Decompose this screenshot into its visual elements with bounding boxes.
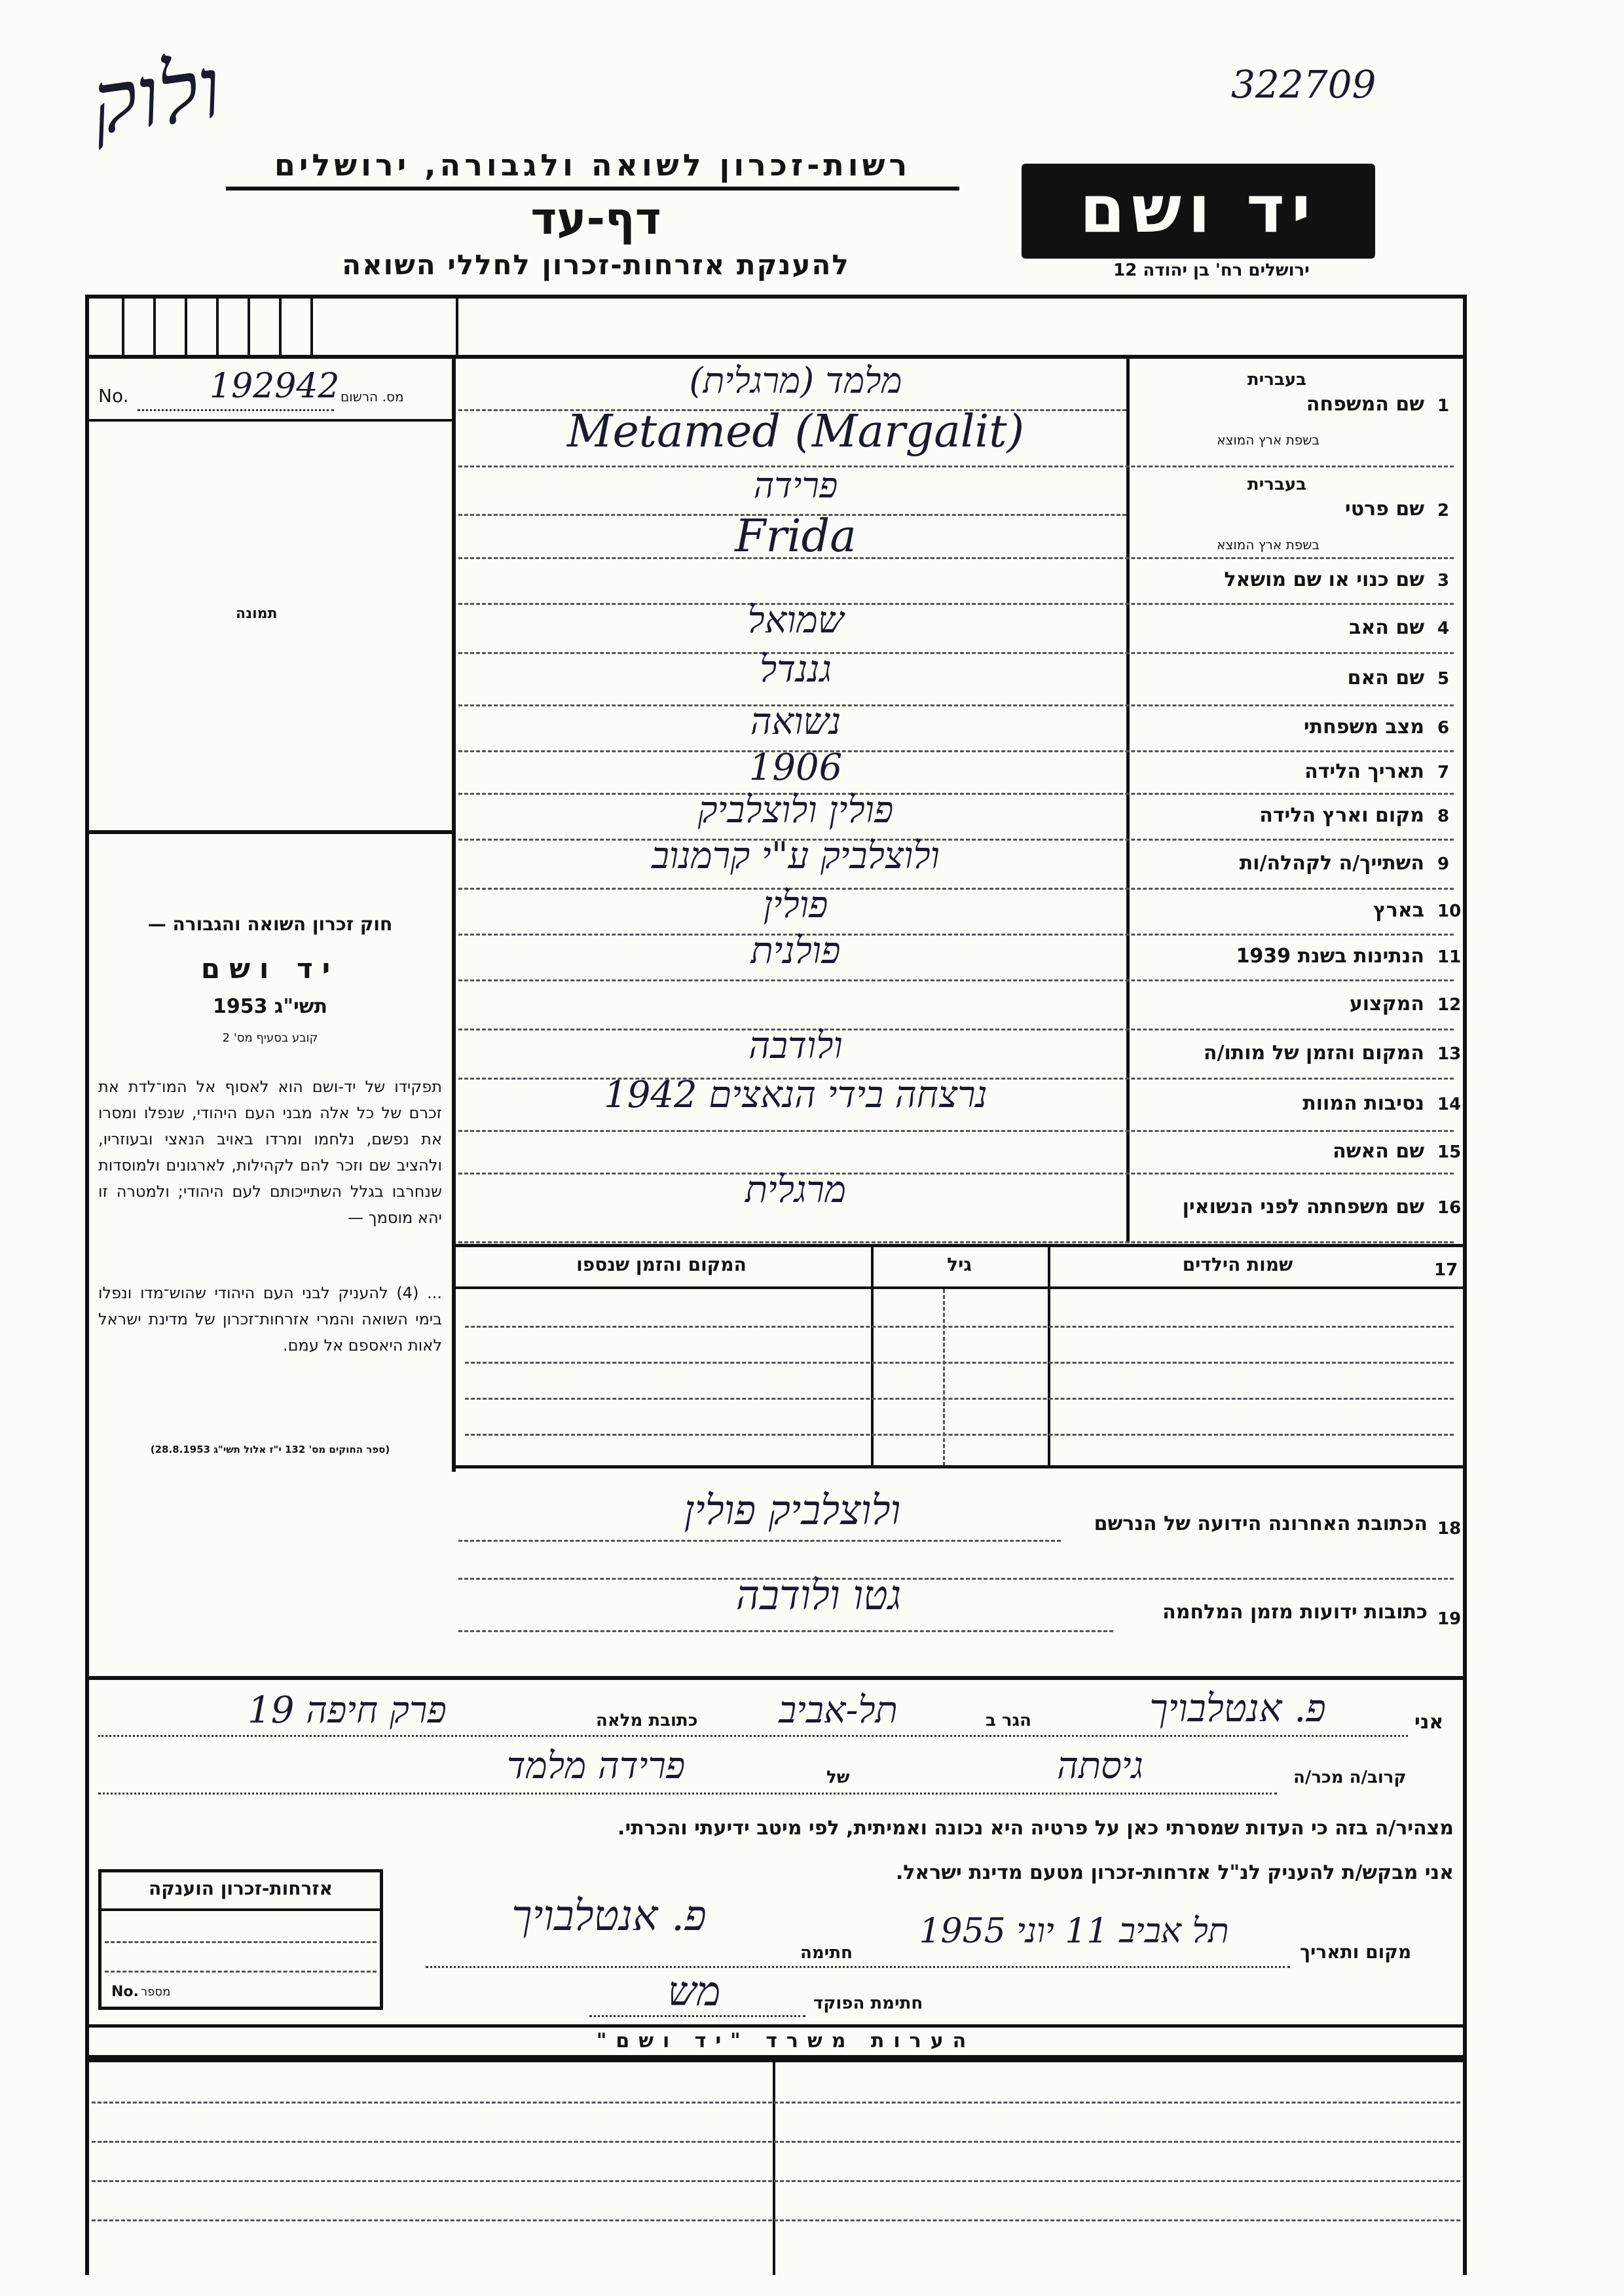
field-18-number: 18 <box>1437 1519 1462 1539</box>
children-header-names: שמות הילדים <box>1182 1254 1293 1275</box>
field-12-number: 12 <box>1437 994 1462 1015</box>
citizenship-no-label: No. <box>111 1984 139 2000</box>
field-2-rule <box>458 557 1454 559</box>
field-1-value-origin: Metamed (Margalit) <box>566 406 1025 458</box>
field-11-value: פולנית <box>750 930 841 972</box>
decl-declarant: פ. אנטלבויך <box>1149 1686 1326 1730</box>
decl-officer-label: חתימת הפוקד <box>813 1994 923 2013</box>
field-5-value: גננדל <box>759 648 832 691</box>
field-5-number: 5 <box>1437 669 1450 689</box>
law-year: תשי"ג 1953 <box>212 995 328 1018</box>
field-1-sub-hebrew: בעברית <box>1247 370 1306 390</box>
field-10-number: 10 <box>1437 902 1462 921</box>
field-2-line <box>458 514 1126 516</box>
field-10-value: פולין <box>763 884 828 926</box>
decl-of-label: של <box>826 1768 850 1787</box>
decl-of-value: פרידה מלמד <box>506 1745 686 1787</box>
children-row <box>465 1434 1454 1436</box>
field-14-rule <box>458 1130 1454 1132</box>
decl-resides-label: הגר ב <box>986 1711 1032 1730</box>
citizenship-title: אזרחות-זכרון הוענקה <box>149 1878 333 1899</box>
decl-signature-label: חתימה <box>800 1943 853 1963</box>
decl-request: אני מבקש/ת להעניק לנ"ל אזרחות-זכרון מטעם מדינת ישראל. <box>895 1861 1454 1884</box>
field-11-label: הנתינות בשנת 1939 <box>1236 945 1424 968</box>
field-4-number: 4 <box>1437 618 1450 638</box>
archive-number: 322709 <box>1231 62 1376 107</box>
field-7-number: 7 <box>1437 762 1450 782</box>
children-header-age: גיל <box>947 1254 972 1275</box>
field-6-label: מצב משפחתי <box>1303 716 1424 738</box>
field-2-sub-hebrew: בעברית <box>1247 475 1306 494</box>
authority-underline <box>226 187 959 191</box>
decl-signature: פ. אנטלבויך <box>511 1892 707 1941</box>
field-7-value: 1906 <box>748 746 843 789</box>
field-16-value: מרגלית <box>745 1169 847 1211</box>
field-6-number: 6 <box>1437 718 1450 738</box>
field-15-label: שם האשה <box>1333 1139 1424 1163</box>
field-8-label: מקום וארץ הלידה <box>1259 804 1424 827</box>
law-name: יד ושם <box>200 953 340 985</box>
children-row <box>465 1326 1454 1328</box>
field-19-number: 19 <box>1437 1609 1462 1629</box>
field-16-rule <box>458 1241 1454 1243</box>
photo-label: תמונה <box>236 606 278 622</box>
field-19-value: גטו ולודבה <box>735 1571 902 1619</box>
reg-no-label: No. <box>98 385 129 407</box>
field-1-line <box>458 409 1126 411</box>
field-13-label: המקום והזמן של מותו/ה <box>1203 1041 1424 1065</box>
law-title: חוק זכרון השואה והגבורה — <box>147 913 393 935</box>
field-14-value: נרצחה בידי הנאצים 1942 <box>604 1074 987 1116</box>
decl-relation: גיסתה <box>1057 1745 1143 1787</box>
decl-statement: מצהיר/ה בזה כי העדות שמסרתי כאן על פרטיה היא נכונה ואמיתית, לפי מיטב ידיעתי והכרתי. <box>618 1817 1454 1840</box>
field-17-number: 17 <box>1434 1260 1458 1280</box>
field-8-value: פולין ולוצלביק <box>697 789 894 831</box>
field-1-number: 1 <box>1437 396 1450 416</box>
field-2-label: שם פרטי <box>1344 498 1424 520</box>
reg-label: מס. הרשום <box>341 389 404 405</box>
notes-line[interactable] <box>92 2141 1460 2143</box>
field-19-label: כתובות ידועות מזמן המלחמה <box>1162 1601 1428 1624</box>
form-title: דף-עד <box>530 193 661 245</box>
field-1-label: שם המשפחה <box>1306 393 1424 416</box>
reg-no-value: 192942 <box>210 367 340 406</box>
field-5-label: שם האם <box>1347 666 1424 689</box>
law-paragraph-2: ... (4) להעניק לבני העם היהודי שהוש־מדו ונפלו בימי השואה והמרי אזרחות־זכרון של מדינת ישראל לאות היאספם אל עמם. <box>98 1284 442 1355</box>
field-15-number: 15 <box>1437 1142 1462 1162</box>
notes-line[interactable] <box>92 2219 1460 2221</box>
logo-address: ירושלים רח' בן יהודה 12 <box>1113 261 1310 280</box>
photo-divider <box>89 830 452 834</box>
law-clause-ref: קובע בסעיף מס' 2 <box>222 1031 318 1045</box>
field-2-value-hebrew: פרידה <box>753 465 838 506</box>
field-11-rule <box>458 979 1454 981</box>
field-4-label: שם האב <box>1349 615 1424 639</box>
decl-relative-label: קרוב/ה מכר/ה <box>1293 1768 1407 1787</box>
children-row <box>465 1398 1454 1400</box>
field-9-label: השתייך/ה לקהלה/ות <box>1239 851 1424 875</box>
yad-vashem-logo <box>1022 164 1375 259</box>
field-14-number: 14 <box>1437 1095 1462 1114</box>
field-2-number: 2 <box>1437 501 1450 520</box>
field-7-label: תאריך הלידה <box>1304 759 1424 783</box>
notes-line[interactable] <box>92 2180 1460 2182</box>
citizenship-number-label: מספר <box>141 1985 171 1999</box>
field-9-number: 9 <box>1437 854 1450 874</box>
field-11-number: 11 <box>1437 947 1462 967</box>
field-8-number: 8 <box>1437 807 1450 826</box>
field-2-sub-origin: בשפת ארץ המוצא <box>1217 537 1320 553</box>
authority-line: רשות-זכרון לשואה ולגבורה, ירושלים <box>274 147 912 183</box>
left-column-divider <box>452 359 456 1472</box>
law-paragraph-1: תפקידו של יד-ושם הוא לאסוף אל המו־לדת את זכרם של כל אלה מבני העם היהודי, שנפלו ומסרו את נפשם, נלחמו ומרדו באויב הנאצי ובעוזריו, ולהציב שם וזכר להם לקהילות, לארגונים ולמוסדות שנחרבו בגלל השתייכותם לעם היהודי; ולמטרה זו יהא מוסמך — <box>98 1078 442 1227</box>
field-16-number: 16 <box>1437 1197 1462 1218</box>
field-9-value: ולוצלביק ע"י קרמנוב <box>652 835 940 877</box>
field-13-number: 13 <box>1437 1044 1462 1064</box>
field-12-label: המקצוע <box>1349 992 1424 1015</box>
field-6-value: נשואה <box>750 701 841 743</box>
label-column-divider <box>1126 359 1130 1243</box>
notes-line[interactable] <box>92 2102 1460 2104</box>
children-header-place: המקום והזמן שנספו <box>576 1254 747 1275</box>
logo-text: יד ושם <box>1079 171 1318 247</box>
field-13-value: ולודבה <box>748 1025 843 1067</box>
notes-label: הערות משרד "יד ושם" <box>596 2030 976 2052</box>
top-strip <box>89 299 1463 359</box>
children-row <box>465 1362 1454 1364</box>
decl-place-date-label: מקום ותאריך <box>1300 1941 1412 1963</box>
field-14-label: נסיבות המוות <box>1302 1092 1424 1115</box>
field-4-value: שמואל <box>747 599 844 642</box>
decl-ani-label: אני <box>1414 1711 1444 1734</box>
decl-city: תל-אביב <box>779 1689 898 1732</box>
field-18-label: הכתובת האחרונה הידועה של הנרשם <box>1094 1512 1428 1535</box>
decl-officer-signature: מש <box>667 1967 721 2015</box>
field-10-label: בארץ <box>1373 899 1424 922</box>
form-subtitle: להענקת אזרחות-זכרון לחללי השואה <box>342 249 850 281</box>
field-16-label: שם משפחתה לפני הנשואין <box>1182 1195 1424 1218</box>
field-1-value-hebrew: מלמד (מרגלית) <box>689 360 902 401</box>
field-18-value: ולוצלביק פולין <box>684 1486 901 1534</box>
field-3-label: שם כנוי או שם מושאל <box>1224 568 1424 591</box>
decl-full-address-label: כתובת מלאה <box>596 1711 698 1730</box>
law-source: (ספר החוקים מס' 132 י"ז אלול תשי"ג 28.8.1953) <box>150 1444 390 1455</box>
declaration-divider <box>89 1676 1463 1680</box>
field-3-number: 3 <box>1437 571 1450 591</box>
corner-scribble: ולוק <box>85 37 227 154</box>
decl-place-date-value: תל אביב 11 יוני 1955 <box>919 1912 1229 1951</box>
field-1-sub-origin: בשפת ארץ המוצא <box>1217 432 1320 448</box>
field-2-value-origin: Frida <box>735 511 857 562</box>
decl-full-address: פרק חיפה 19 <box>248 1689 447 1732</box>
